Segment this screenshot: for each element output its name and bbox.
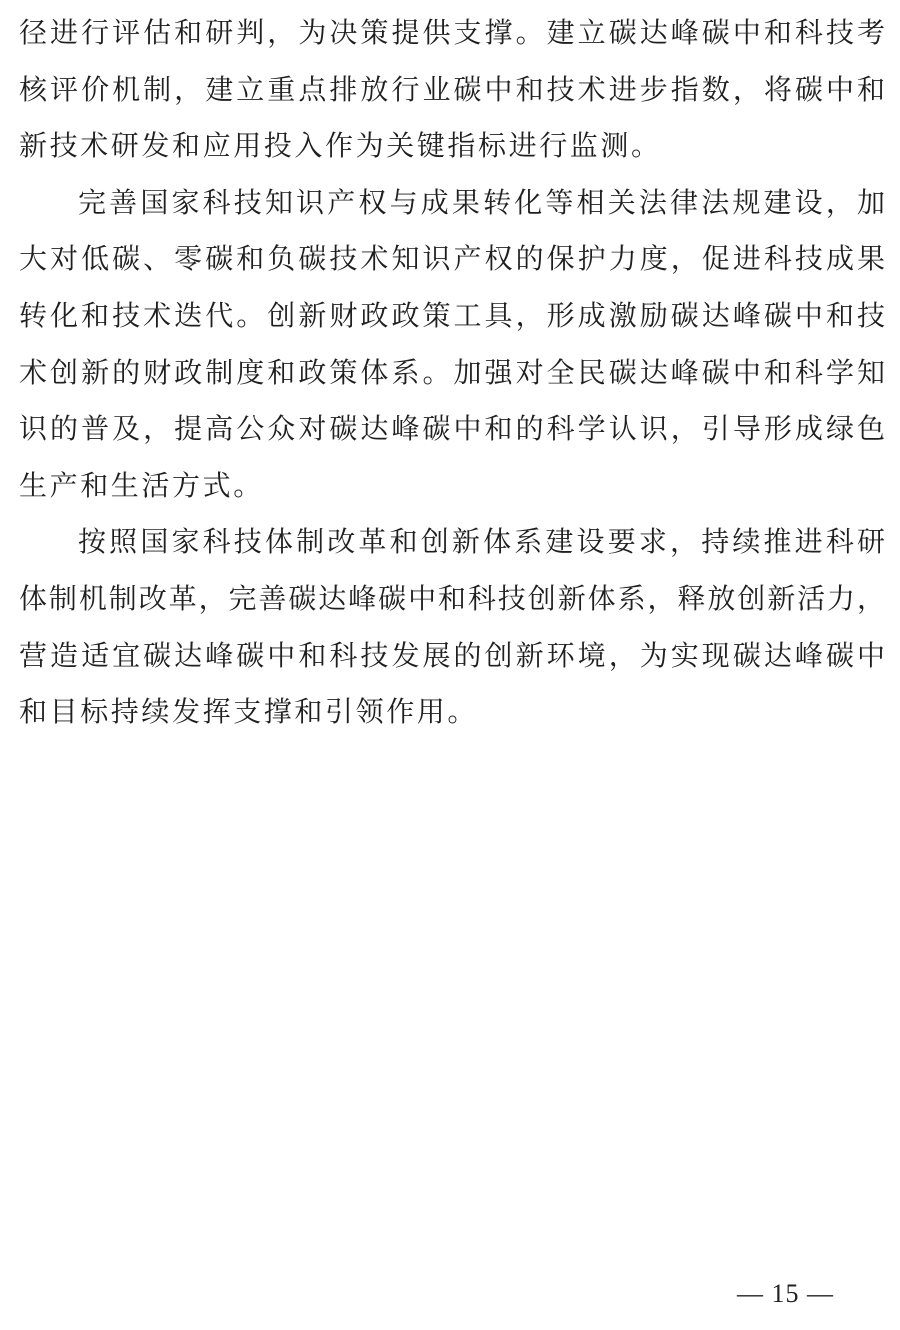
text-line: 识的普及，提高公众对碳达峰碳中和的科学认识，引导形成绿色 — [19, 414, 885, 446]
text-line: 术创新的财政制度和政策体系。加强对全民碳达峰碳中和科学知 — [19, 357, 885, 389]
page-footer — [737, 1278, 834, 1310]
text-line: 生产和生活方式。 — [19, 470, 264, 502]
text-line: 核评价机制，建立重点排放行业碳中和技术进步指数，将碳中和 — [19, 74, 885, 106]
text-line: 大对低碳、零碳和负碳技术知识产权的保护力度，促进科技成果 — [19, 244, 885, 276]
text-line: 径进行评估和研判，为决策提供支撑。建立碳达峰碳中和科技考 — [19, 18, 885, 49]
text-line: 体制机制改革，完善碳达峰碳中和科技创新体系，释放创新活力， — [19, 583, 885, 615]
text-line: 完善国家科技知识产权与成果转化等相关法律法规建设，加 — [78, 187, 885, 219]
page-number: — 15 — — [737, 1279, 834, 1308]
document-body — [19, 6, 885, 742]
text-line: 营造适宜碳达峰碳中和科技发展的创新环境，为实现碳达峰碳中 — [19, 640, 885, 672]
text-line: 按照国家科技体制改革和创新体系建设要求，持续推进科研 — [78, 527, 885, 559]
text-line: 和目标持续发挥支撑和引领作用。 — [19, 697, 479, 729]
text-line: 新技术研发和应用投入作为关键指标进行监测。 — [19, 131, 662, 163]
text-line: 转化和技术迭代。创新财政政策工具，形成激励碳达峰碳中和技 — [19, 300, 885, 332]
